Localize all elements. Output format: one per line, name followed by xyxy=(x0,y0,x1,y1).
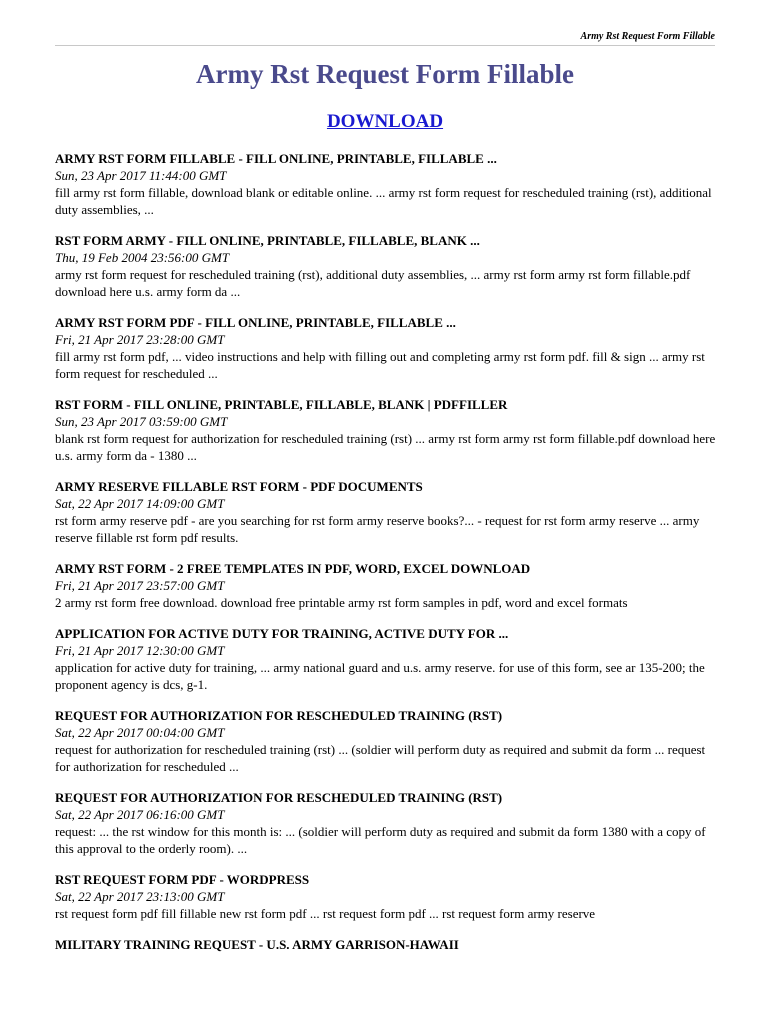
result-date: Sun, 23 Apr 2017 11:44:00 GMT xyxy=(55,168,227,183)
result-title[interactable]: REQUEST FOR AUTHORIZATION FOR RESCHEDULED TRAINING (RST) xyxy=(55,790,503,805)
result-snippet: rst request form pdf fill fillable new rst form pdf ... rst request form pdf ... rst request form army reserve xyxy=(55,906,596,921)
result-item xyxy=(55,871,717,922)
result-title[interactable]: RST REQUEST FORM PDF - WORDPRESS xyxy=(55,872,310,887)
result-title[interactable]: ARMY RESERVE FILLABLE RST FORM - PDF DOCUMENTS xyxy=(55,479,423,494)
result-title[interactable]: ARMY RST FORM PDF - FILL ONLINE, PRINTABLE, FILLABLE ... xyxy=(55,315,456,330)
result-snippet: 2 army rst form free download. download free printable army rst form samples in pdf, word and excel formats xyxy=(55,595,628,610)
results-list xyxy=(55,150,717,967)
running-header: Army Rst Request Form Fillable xyxy=(580,31,715,42)
result-snippet: application for active duty for training, ... army national guard and u.s. army reserve. for use of this form, see ar 135-200; the proponent agency is dcs, g-1. xyxy=(55,660,705,692)
result-item xyxy=(55,707,717,775)
result-item xyxy=(55,232,717,300)
result-date: Fri, 21 Apr 2017 12:30:00 GMT xyxy=(55,643,225,658)
result-title[interactable]: RST FORM ARMY - FILL ONLINE, PRINTABLE, FILLABLE, BLANK ... xyxy=(55,233,480,248)
result-title[interactable]: REQUEST FOR AUTHORIZATION FOR RESCHEDULED TRAINING (RST) xyxy=(55,708,503,723)
result-date: Sat, 22 Apr 2017 00:04:00 GMT xyxy=(55,725,225,740)
result-title[interactable]: ARMY RST FORM FILLABLE - FILL ONLINE, PRINTABLE, FILLABLE ... xyxy=(55,151,497,166)
result-snippet: rst form army reserve pdf - are you searching for rst form army reserve books?... - request for rst form army reserve ... army reserve fillable rst form pdf results. xyxy=(55,513,700,545)
result-date: Sat, 22 Apr 2017 14:09:00 GMT xyxy=(55,496,225,511)
result-item xyxy=(55,478,717,546)
download-link[interactable]: DOWNLOAD xyxy=(326,111,444,132)
result-title[interactable]: ARMY RST FORM - 2 FREE TEMPLATES IN PDF, WORD, EXCEL DOWNLOAD xyxy=(55,561,531,576)
result-date: Fri, 21 Apr 2017 23:28:00 GMT xyxy=(55,332,225,347)
result-snippet: fill army rst form fillable, download blank or editable online. ... army rst form request for rescheduled training (rst), additional duty assemblies, ... xyxy=(55,185,712,217)
result-item xyxy=(55,789,717,857)
result-date: Sat, 22 Apr 2017 23:13:00 GMT xyxy=(55,889,225,904)
result-item xyxy=(55,625,717,693)
result-snippet: blank rst form request for authorization for rescheduled training (rst) ... army rst form army rst form fillable.pdf download here u.s. army form da - 1380 ... xyxy=(55,431,716,463)
result-item xyxy=(55,150,717,218)
result-snippet: request for authorization for rescheduled training (rst) ... (soldier will perform duty as required and submit da form ... request for authorization for rescheduled ... xyxy=(55,742,706,774)
result-title[interactable]: MILITARY TRAINING REQUEST - U.S. ARMY GARRISON-HAWAII xyxy=(55,937,459,952)
download-link-row xyxy=(0,110,770,134)
result-item xyxy=(55,936,717,953)
header-rule xyxy=(55,45,715,46)
result-date: Sat, 22 Apr 2017 06:16:00 GMT xyxy=(55,807,225,822)
result-snippet: request: ... the rst window for this month is: ... (soldier will perform duty as required and submit da form 1380 with a copy of this approval to the orderly room). ... xyxy=(55,824,706,856)
result-item xyxy=(55,560,717,611)
result-date: Fri, 21 Apr 2017 23:57:00 GMT xyxy=(55,578,225,593)
result-item xyxy=(55,314,717,382)
result-date: Sun, 23 Apr 2017 03:59:00 GMT xyxy=(55,414,228,429)
result-date: Thu, 19 Feb 2004 23:56:00 GMT xyxy=(55,250,230,265)
document-title: Army Rst Request Form Fillable xyxy=(196,59,574,89)
result-title[interactable]: APPLICATION FOR ACTIVE DUTY FOR TRAINING, ACTIVE DUTY FOR ... xyxy=(55,626,509,641)
result-item xyxy=(55,396,717,464)
result-snippet: fill army rst form pdf, ... video instructions and help with filling out and completing army rst form pdf. fill & sign ... army rst form request for rescheduled ... xyxy=(55,349,705,381)
result-title[interactable]: RST FORM - FILL ONLINE, PRINTABLE, FILLABLE, BLANK | PDFFILLER xyxy=(55,397,508,412)
result-snippet: army rst form request for rescheduled training (rst), additional duty assemblies, ... army rst form army rst form fillable.pdf download here u.s. army form da ... xyxy=(55,267,691,299)
